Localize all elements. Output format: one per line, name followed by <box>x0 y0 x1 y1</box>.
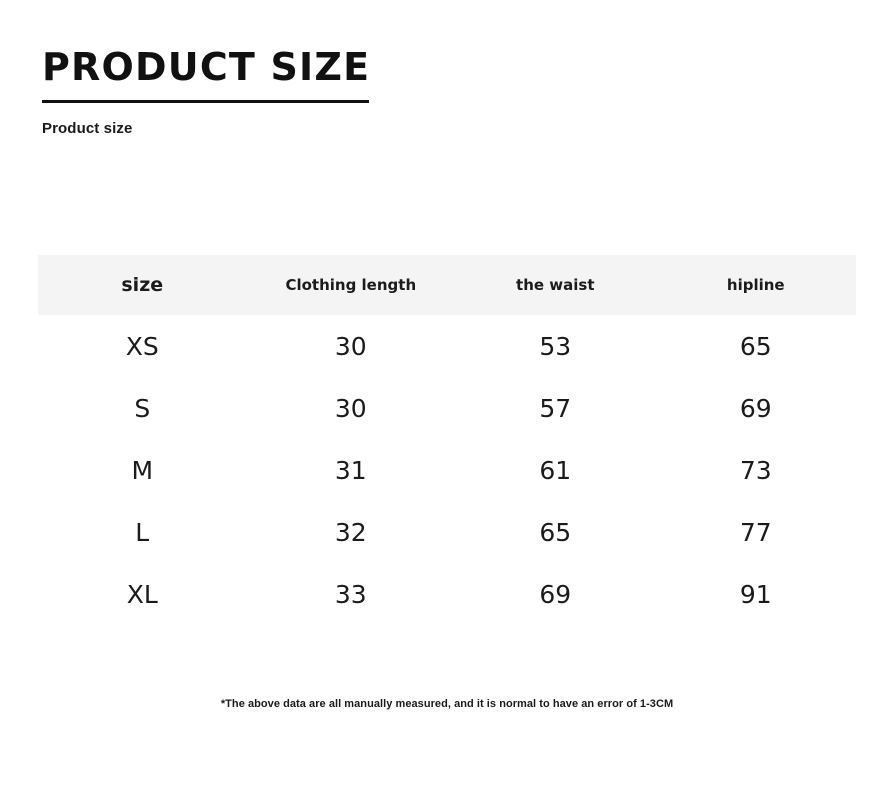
cell-hipline: 65 <box>739 331 772 361</box>
size-table <box>38 255 856 625</box>
size-table-header <box>38 255 856 315</box>
cell-clothing-length: 30 <box>334 331 367 361</box>
cell-waist: 53 <box>539 331 572 361</box>
table-row <box>38 377 856 439</box>
column-header-hipline: hipline <box>726 276 785 294</box>
cell-hipline: 69 <box>739 393 772 423</box>
cell-size: L <box>135 517 150 547</box>
table-row <box>38 315 856 377</box>
cell-size: XS <box>125 331 159 361</box>
cell-hipline: 91 <box>739 579 772 609</box>
table-row <box>38 501 856 563</box>
cell-clothing-length: 32 <box>334 517 367 547</box>
cell-clothing-length: 33 <box>334 579 367 609</box>
cell-size: M <box>131 455 154 485</box>
table-row <box>38 563 856 625</box>
size-table-body <box>38 315 856 625</box>
table-row <box>38 439 856 501</box>
cell-waist: 65 <box>539 517 572 547</box>
table-header-row <box>38 255 856 315</box>
title-block <box>42 45 382 103</box>
cell-size: XL <box>126 579 158 609</box>
size-table-container <box>38 255 856 625</box>
measurement-footnote: *The above data are all manually measured, and it is normal to have an error of 1-3CM <box>220 698 674 710</box>
page-title: PRODUCT SIZE <box>42 45 371 89</box>
column-header-waist: the waist <box>516 276 595 294</box>
column-header-size: size <box>121 274 164 296</box>
cell-size: S <box>134 393 151 423</box>
page-subtitle: Product size <box>42 120 133 137</box>
cell-waist: 57 <box>539 393 572 423</box>
cell-waist: 61 <box>539 455 572 485</box>
cell-hipline: 77 <box>739 517 772 547</box>
cell-clothing-length: 31 <box>334 455 367 485</box>
cell-clothing-length: 30 <box>334 393 367 423</box>
column-header-clothing-length: Clothing length <box>285 276 417 294</box>
cell-hipline: 73 <box>739 455 772 485</box>
title-underline <box>42 100 369 103</box>
cell-waist: 69 <box>539 579 572 609</box>
